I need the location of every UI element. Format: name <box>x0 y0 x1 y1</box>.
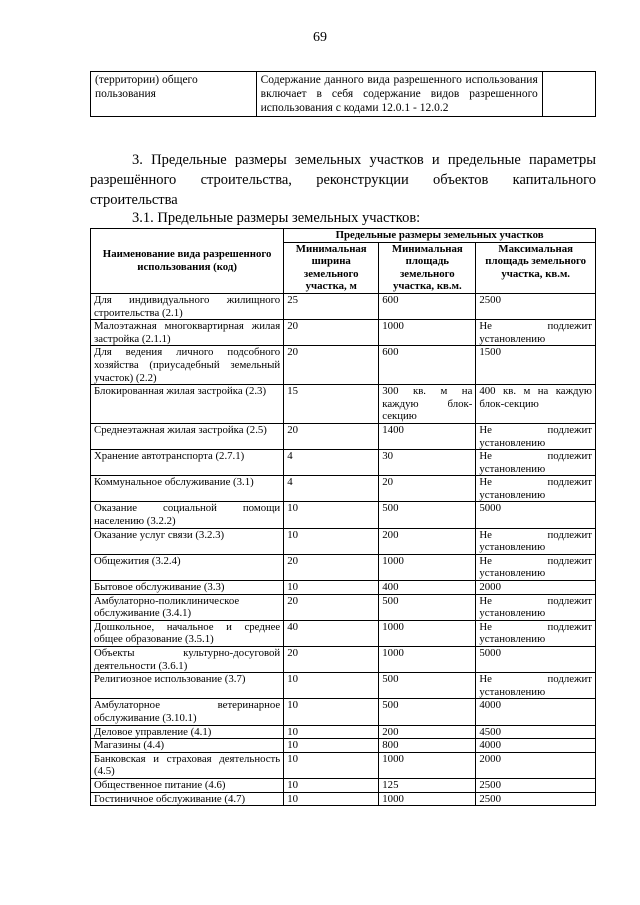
table-cell-use-name: Амбулаторное ветеринарное обслуживание (3.10.1) <box>91 699 284 725</box>
page-number: 69 <box>313 30 327 45</box>
table-cell-use-name: Объекты культурно-досуговой деятельности (3.6.1) <box>91 647 284 673</box>
table-cell-max-area: 4000 <box>476 739 596 753</box>
table-row <box>91 554 596 580</box>
table-cell-max-area: 4500 <box>476 725 596 739</box>
table-cell-max-area: 2500 <box>476 778 596 792</box>
table-row <box>91 385 596 424</box>
table-cell-min-width: 20 <box>284 647 379 673</box>
table-cell-use-name: Хранение автотранспорта (2.7.1) <box>91 450 284 476</box>
table-cell-use-name: (территории) общего пользования <box>91 72 257 117</box>
table-cell-use-name: Гостиничное обслуживание (4.7) <box>91 792 284 806</box>
land-plot-limits-table <box>90 228 596 806</box>
table-row <box>91 72 596 117</box>
table-cell-max-area: Не подлежит установлению <box>476 554 596 580</box>
table-cell-max-area: 1500 <box>476 346 596 385</box>
table-cell-max-area: Не подлежит установлению <box>476 476 596 502</box>
table-cell-min-area: 800 <box>379 739 476 753</box>
table-cell-max-area: 5000 <box>476 647 596 673</box>
table-cell-use-name: Для индивидуального жилищного строительства (2.1) <box>91 293 284 319</box>
table-cell-min-width: 20 <box>284 423 379 449</box>
table-cell-use-name: Общежития (3.2.4) <box>91 554 284 580</box>
table-cell-min-area: 30 <box>379 450 476 476</box>
table-cell-max-area: Не подлежит установлению <box>476 450 596 476</box>
table-cell-use-name: Оказание социальной помощи населению (3.2.2) <box>91 502 284 528</box>
table-cell-min-area: 300 кв. м на каждую блок-секцию <box>379 385 476 424</box>
table-row <box>91 752 596 778</box>
table-cell-use-name: Банковская и страховая деятельность (4.5) <box>91 752 284 778</box>
table-cell-min-width: 20 <box>284 594 379 620</box>
table-cell-use-name: Магазины (4.4) <box>91 739 284 753</box>
table-cell-min-area: 1000 <box>379 320 476 346</box>
table-row <box>91 792 596 806</box>
table-row <box>91 423 596 449</box>
table-cell-use-name: Для ведения личного подсобного хозяйства (приусадебный земельный участок) (2.2) <box>91 346 284 385</box>
table-cell-min-area: 1400 <box>379 423 476 449</box>
table-cell-use-name: Общественное питание (4.6) <box>91 778 284 792</box>
table-row <box>91 673 596 699</box>
table-cell-min-area: 1000 <box>379 620 476 646</box>
table-cell-min-width: 40 <box>284 620 379 646</box>
table-cell-min-width: 20 <box>284 554 379 580</box>
table-cell-min-area: 20 <box>379 476 476 502</box>
table-cell-use-name: Амбулаторно-поликлиническое обслуживание (3.4.1) <box>91 594 284 620</box>
table-cell-min-width: 10 <box>284 581 379 595</box>
table-cell-min-area: 600 <box>379 293 476 319</box>
table-cell-min-area: 1000 <box>379 792 476 806</box>
table-cell-min-width: 4 <box>284 450 379 476</box>
table-cell-max-area: Не подлежит установлению <box>476 528 596 554</box>
table-cell-max-area: Не подлежит установлению <box>476 673 596 699</box>
table-cell-min-width: 10 <box>284 739 379 753</box>
header-min-width: Минимальная ширина земельного участка, м <box>284 242 379 293</box>
table-cell-max-area: Не подлежит установлению <box>476 594 596 620</box>
table-cell-max-area: Не подлежит установлению <box>476 423 596 449</box>
section-heading: 3. Предельные размеры земельных участков и предельные параметры разрешённого строительства, реконструкции объектов капитального строительства <box>90 152 596 208</box>
table-cell-min-width: 10 <box>284 673 379 699</box>
table-cell-use-name: Коммунальное обслуживание (3.1) <box>91 476 284 502</box>
table-cell-min-width: 25 <box>284 293 379 319</box>
table-row <box>91 450 596 476</box>
table-cell-min-width: 10 <box>284 528 379 554</box>
table-row <box>91 647 596 673</box>
table-cell-min-width: 15 <box>284 385 379 424</box>
header-max-area: Максимальная площадь земельного участка, кв.м. <box>476 242 596 293</box>
table-cell-min-area: 1000 <box>379 647 476 673</box>
table-cell-min-area: 500 <box>379 594 476 620</box>
header-use-name: Наименование вида разрешенного использования (код) <box>91 229 284 294</box>
table-cell-max-area: 2000 <box>476 581 596 595</box>
table-cell-min-area: 1000 <box>379 752 476 778</box>
table-body <box>91 293 596 805</box>
table-cell-use-name: Оказание услуг связи (3.2.3) <box>91 528 284 554</box>
table-cell-use-name: Малоэтажная многоквартирная жилая застройка (2.1.1) <box>91 320 284 346</box>
table-cell-max-area: 2500 <box>476 293 596 319</box>
table-cell-min-area: 500 <box>379 502 476 528</box>
table-cell-empty <box>542 72 595 117</box>
table-cell-min-area: 1000 <box>379 554 476 580</box>
table-cell-use-name: Религиозное использование (3.7) <box>91 673 284 699</box>
table-row <box>91 581 596 595</box>
table-cell-min-width: 10 <box>284 699 379 725</box>
header-min-area: Минимальная площадь земельного участка, кв.м. <box>379 242 476 293</box>
table-cell-min-area: 500 <box>379 673 476 699</box>
table-row <box>91 293 596 319</box>
table-cell-min-width: 20 <box>284 320 379 346</box>
table-cell-min-width: 10 <box>284 792 379 806</box>
table-cell-description: Содержание данного вида разрешенного использования включает в себя содержание видов разрешенного использования с кодами 12.0.1 - 12.0.2 <box>256 72 542 117</box>
table-row <box>91 725 596 739</box>
table-row <box>91 476 596 502</box>
table-cell-use-name: Среднеэтажная жилая застройка (2.5) <box>91 423 284 449</box>
table-cell-min-width: 10 <box>284 502 379 528</box>
table-cell-max-area: Не подлежит установлению <box>476 620 596 646</box>
table-cell-min-width: 20 <box>284 346 379 385</box>
continuation-table <box>90 71 596 117</box>
table-row <box>91 778 596 792</box>
table-row <box>91 320 596 346</box>
header-limits-group: Предельные размеры земельных участков <box>284 229 596 243</box>
table-row <box>91 739 596 753</box>
table-cell-use-name: Деловое управление (4.1) <box>91 725 284 739</box>
table-row <box>91 346 596 385</box>
table-header-row <box>91 229 596 243</box>
table-row <box>91 528 596 554</box>
table-row <box>91 699 596 725</box>
table-cell-max-area: 5000 <box>476 502 596 528</box>
table-cell-max-area: 2500 <box>476 792 596 806</box>
table-cell-use-name: Бытовое обслуживание (3.3) <box>91 581 284 595</box>
table-cell-min-area: 400 <box>379 581 476 595</box>
table-cell-min-area: 200 <box>379 528 476 554</box>
table-row <box>91 620 596 646</box>
table-cell-use-name: Дошкольное, начальное и среднее общее образование (3.5.1) <box>91 620 284 646</box>
table-cell-max-area: 2000 <box>476 752 596 778</box>
subsection-heading: 3.1. Предельные размеры земельных участков: <box>132 210 421 226</box>
table-cell-min-area: 600 <box>379 346 476 385</box>
table-cell-use-name: Блокированная жилая застройка (2.3) <box>91 385 284 424</box>
table-cell-min-width: 10 <box>284 778 379 792</box>
table-cell-min-area: 200 <box>379 725 476 739</box>
table-cell-max-area: 4000 <box>476 699 596 725</box>
table-row <box>91 594 596 620</box>
table-row <box>91 502 596 528</box>
table-cell-max-area: 400 кв. м на каждую блок-секцию <box>476 385 596 424</box>
table-cell-min-area: 125 <box>379 778 476 792</box>
table-cell-max-area: Не подлежит установлению <box>476 320 596 346</box>
table-cell-min-width: 10 <box>284 752 379 778</box>
table-cell-min-width: 4 <box>284 476 379 502</box>
table-cell-min-area: 500 <box>379 699 476 725</box>
table-cell-min-width: 10 <box>284 725 379 739</box>
